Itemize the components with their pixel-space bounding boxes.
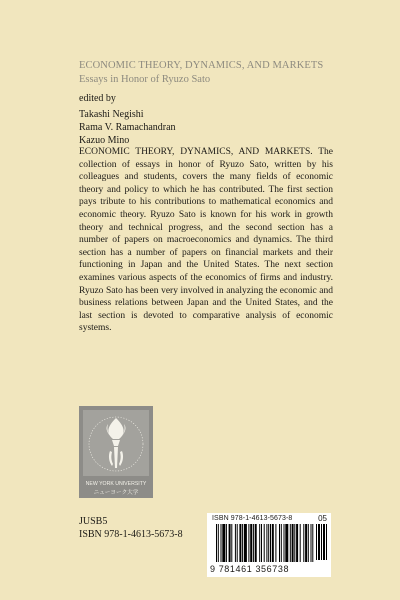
barcode-bar	[253, 524, 254, 562]
barcode-bar	[303, 524, 304, 562]
barcode-bar	[284, 524, 285, 562]
barcode-bar	[290, 524, 291, 562]
editor-name: Kazuo Mino	[79, 135, 130, 146]
barcode-bar	[281, 524, 282, 562]
barcode-bar	[231, 524, 232, 562]
barcode-bars	[216, 524, 314, 564]
barcode-bar	[268, 524, 269, 562]
barcode-bar	[308, 524, 309, 562]
barcode-bar	[248, 524, 249, 562]
nyu-name-japanese: ニューヨーク大学	[93, 490, 139, 496]
barcode-addon-bars	[316, 524, 328, 560]
barcode-bar	[259, 524, 260, 562]
barcode-bar	[244, 524, 247, 562]
editors-list	[79, 108, 176, 147]
barcode-bar	[261, 524, 262, 562]
barcode-bar	[312, 524, 313, 562]
barcode-bar	[292, 524, 294, 562]
barcode-bar	[305, 524, 307, 562]
imprint-code: JUSB5	[79, 516, 108, 527]
book-title: ECONOMIC THEORY, DYNAMICS, AND MARKETS	[79, 60, 324, 71]
barcode-addon: 05	[318, 514, 327, 523]
barcode-bar	[279, 524, 280, 562]
barcode-bar	[266, 524, 267, 562]
barcode-bar	[226, 524, 227, 562]
book-subtitle: Essays in Honor of Ryuzo Sato	[79, 74, 211, 85]
barcode-bar	[229, 524, 231, 562]
nyu-logo	[79, 406, 153, 498]
barcode-bar	[218, 524, 219, 562]
barcode-bar	[272, 524, 274, 562]
barcode-bar	[300, 524, 301, 562]
barcode-bar	[235, 524, 236, 562]
barcode-bar	[221, 524, 222, 562]
barcode-bar	[294, 524, 295, 562]
barcode-digits: 9 781461 356738	[210, 564, 290, 574]
barcode-bar	[285, 524, 288, 562]
barcode-bar	[296, 524, 298, 562]
book-description: ECONOMIC THEORY, DYNAMICS, AND MARKETS. The collection of essays in honor of Ryuzo Sato, written by his colleagues and students, covers the many fields of economic theory and policy to which he has contributed. The first section pays tribute to his contributions to mathematical economics and economic theory. Ryuzo Sato is known for his work in growth theory and technical progress, and the second section has a number of papers on macroeconomics and dynamics. The third section has a number of papers on financial markets and their functioning in Japan and the United States. The next section examines various aspects of the economics of firms and industry. Ryuzo Sato has been very involved in analyzing the economic and business relations between Japan and the United States, and the last section is devoted to comparative analysis of economic systems.	[79, 147, 333, 334]
edited-by-label: edited by	[79, 93, 116, 104]
barcode-bar	[255, 524, 257, 562]
nyu-name-english: NEW YORK UNIVERSITY	[85, 481, 147, 487]
editor-name: Takashi Negishi	[79, 109, 144, 120]
barcode-bar	[237, 524, 238, 562]
barcode-bar	[239, 524, 241, 562]
barcode-bar	[270, 524, 271, 562]
barcode-bar	[311, 524, 312, 562]
barcode-isbn-text: ISBN 978-1-4613-5673-8	[212, 515, 293, 522]
barcode-bar	[275, 524, 276, 562]
isbn-barcode	[207, 513, 331, 577]
imprint-block	[79, 515, 183, 541]
isbn-line: ISBN 978-1-4613-5673-8	[79, 529, 183, 540]
barcode-bar	[222, 524, 225, 562]
editor-name: Rama V. Ramachandran	[79, 122, 176, 133]
barcode-bar	[250, 524, 252, 562]
barcode-bar	[216, 524, 217, 562]
barcode-bar	[242, 524, 243, 562]
barcode-bar	[264, 524, 265, 562]
